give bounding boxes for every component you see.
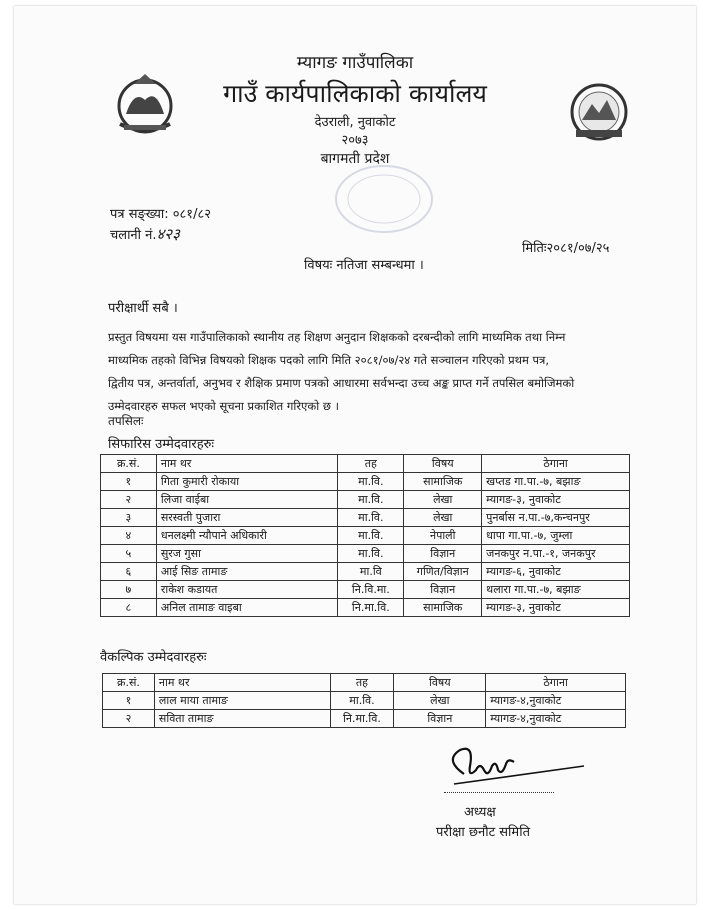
cell: सरस्वती पुजारा — [156, 509, 338, 527]
table-row — [101, 599, 630, 617]
column-header: क्र.सं. — [103, 674, 155, 692]
cell: मा.वि. — [338, 527, 404, 545]
body-line: द्वितीय पत्र, अन्तर्वार्ता, अनुभव र शैक्षिक प्रमाण पत्रको आधारमा सर्वभन्दा उच्च अङ्क प्राप्त गर्ने तपसिल बमोजिमको — [108, 376, 575, 390]
table-header-row — [101, 455, 630, 473]
cell: खप्तड गा.पा.-७, बझाङ — [482, 473, 630, 491]
cell: गिता कुमारी रोकाया — [156, 473, 338, 491]
cell: २ — [103, 710, 155, 728]
body-line: माध्यमिक तहको विभिन्न विषयको शिक्षक पदको लागि मिति २०८१/०७/२४ गते सञ्चालन गरिएको प्रथम पत्र, — [108, 353, 550, 367]
cell: गणित/विज्ञान — [404, 563, 482, 581]
column-header: तह — [338, 455, 404, 473]
alternate-table — [102, 673, 626, 728]
table-row — [101, 473, 630, 491]
salutation: परीक्षार्थी सबै । — [108, 301, 178, 316]
cell: ७ — [101, 581, 157, 599]
cell: धनलक्ष्मी न्यौपाने अधिकारी — [156, 527, 338, 545]
cell: म्यागङ-३, नुवाकोट — [482, 491, 630, 509]
table-row — [101, 491, 630, 509]
office-address: देउराली, नुवाकोट — [314, 115, 396, 130]
cell: जनकपुर न.पा.-१, जनकपुर — [482, 545, 630, 563]
cell: मा.वि. — [338, 545, 404, 563]
cell: मा.वि. — [338, 509, 404, 527]
cell: म्यागङ-४,नुवाकोट — [486, 692, 626, 710]
cell: आई सिङ तामाङ — [156, 563, 338, 581]
recommended-heading: सिफारिस उम्मेदवारहरुः — [108, 437, 215, 452]
recommended-table — [100, 454, 630, 617]
column-header: विषय — [404, 455, 482, 473]
cell: ६ — [101, 563, 157, 581]
table-row — [101, 545, 630, 563]
column-header: ठेगाना — [482, 455, 630, 473]
body-paragraph — [108, 326, 638, 418]
letter-date: मितिः२०८१/०७/२५ — [522, 241, 610, 256]
subject-line: विषयः नतिजा सम्बन्धमा । — [304, 258, 424, 273]
cell: म्यागङ-३, नुवाकोट — [482, 599, 630, 617]
cell: अनिल तामाङ वाइबा — [156, 599, 338, 617]
cell: विज्ञान — [404, 545, 482, 563]
signature-icon — [434, 740, 594, 800]
letter-number: पत्र सङ्ख्या: ०८१/८२ — [110, 207, 211, 222]
cell: १ — [103, 692, 155, 710]
cell: म्यागङ-६, नुवाकोट — [482, 563, 630, 581]
cell: ३ — [101, 509, 157, 527]
column-header: नाम थर — [156, 455, 338, 473]
cell: ४ — [101, 527, 157, 545]
established-year: २०७३ — [341, 133, 369, 148]
cell: सामाजिक — [404, 599, 482, 617]
cell: राकेश कडायत — [156, 581, 338, 599]
cell: मा.वि. — [338, 473, 404, 491]
signature-line — [444, 792, 554, 793]
table-row — [101, 563, 630, 581]
cell: पुनर्बास न.पा.-७,कन्चनपुर — [482, 509, 630, 527]
body-line: उम्मेदवारहरु सफल भएको सूचना प्रकाशित गरिएको छ । — [108, 399, 339, 413]
table-row — [101, 527, 630, 545]
cell: लेखा — [404, 509, 482, 527]
column-header: विषय — [394, 674, 486, 692]
column-header: तह — [330, 674, 394, 692]
signatory-title: अध्यक्ष — [464, 805, 496, 820]
document-page — [14, 6, 696, 904]
cell: मा.वि — [338, 563, 404, 581]
cell: लेखा — [394, 692, 486, 710]
column-header: ठेगाना — [486, 674, 626, 692]
cell: मा.वि. — [330, 692, 394, 710]
cell: म्यागङ-४,नुवाकोट — [486, 710, 626, 728]
table-row — [103, 692, 626, 710]
cell: सविता तामाङ — [154, 710, 330, 728]
cell: लेखा — [404, 491, 482, 509]
cell: सुरज गुसा — [156, 545, 338, 563]
dispatch-number-row — [110, 224, 180, 244]
cell: लाल माया तामाङ — [154, 692, 330, 710]
table-row — [103, 710, 626, 728]
table-header-row — [103, 674, 626, 692]
office-stamp-icon — [334, 164, 434, 234]
cell: १ — [101, 473, 157, 491]
province-name: बागमती प्रदेश — [320, 151, 390, 167]
cell: धापा गा.पा.-७, जुम्ला — [482, 527, 630, 545]
cell: नि.मा.वि. — [338, 599, 404, 617]
committee-name: परीक्षा छनौट समिति — [436, 825, 530, 840]
cell: ५ — [101, 545, 157, 563]
tapasil-label: तपसिलः — [108, 414, 144, 428]
table-row — [101, 509, 630, 527]
municipality-name: म्यागङ गाउँपालिका — [296, 53, 414, 73]
cell: सामाजिक — [404, 473, 482, 491]
cell: ८ — [101, 599, 157, 617]
cell: नि.मा.वि. — [330, 710, 394, 728]
cell: थलारा गा.पा.-७, बझाङ — [482, 581, 630, 599]
cell: लिजा वाईबा — [156, 491, 338, 509]
cell: विज्ञान — [404, 581, 482, 599]
table-row — [101, 581, 630, 599]
dispatch-label: चलानी नं. — [110, 228, 157, 243]
office-name: गाउँ कार्यपालिकाको कार्यालय — [223, 79, 487, 108]
body-line: प्रस्तुत विषयमा यस गाउँपालिकाको स्थानीय तह शिक्षण अनुदान शिक्षकको दरबन्दीको लागि माध्यमिक तथा निम्न — [108, 330, 566, 344]
alternate-heading: वैकल्पिक उम्मेदवारहरुः — [100, 650, 207, 665]
cell: नेपाली — [404, 527, 482, 545]
dispatch-number: ४२३ — [156, 225, 180, 243]
column-header: क्र.सं. — [101, 455, 157, 473]
cell: नि.वि.मा. — [338, 581, 404, 599]
column-header: नाम थर — [154, 674, 330, 692]
cell: विज्ञान — [394, 710, 486, 728]
cell: मा.वि. — [338, 491, 404, 509]
cell: २ — [101, 491, 157, 509]
